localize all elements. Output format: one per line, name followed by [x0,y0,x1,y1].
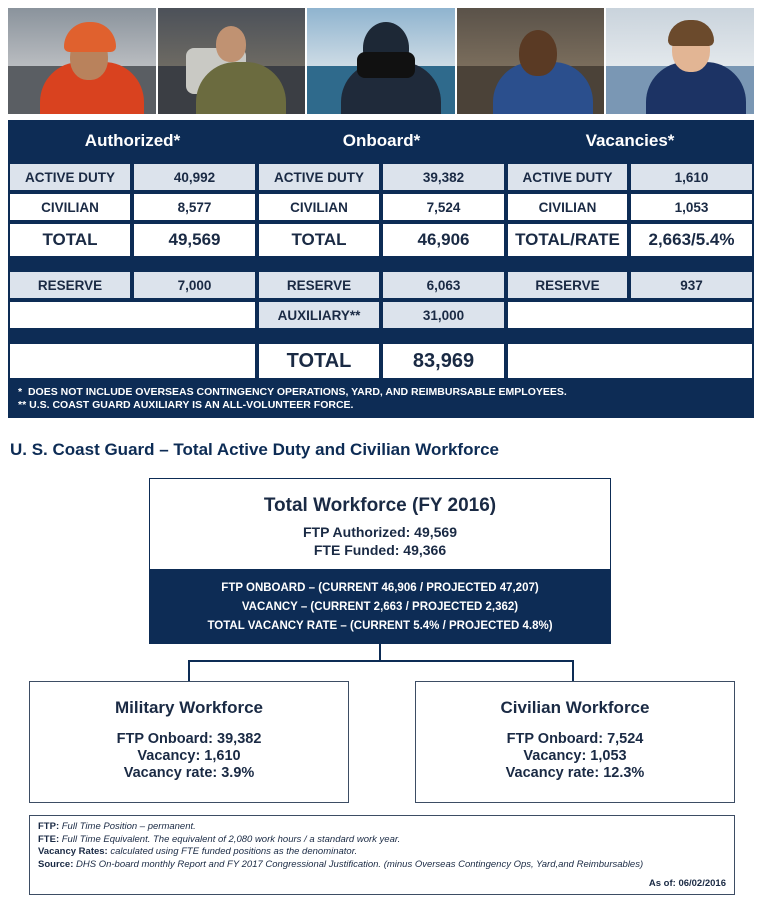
row-label: RESERVE [8,270,132,300]
row-label: ACTIVE DUTY [506,162,629,192]
footnote-source: Source: DHS On-board monthly Report and FY 2017 Congressional Justification. (minus Overseas Contingency Ops, Yard,and Reimbursables) [38,858,644,870]
table-header-row [8,120,754,162]
onboard-active-duty: 39,382 [381,162,506,192]
header-authorized: Authorized* [8,120,257,162]
note-mark: * [18,386,23,398]
row-label: TOTAL [257,342,381,380]
note-text: DOES NOT INCLUDE OVERSEAS CONTINGENCY OPERATIONS, YARD, AND REIMBURSABLE EMPLOYEES. [27,386,567,398]
band-vacancy: VACANCY – (CURRENT 2,663 / PROJECTED 2,362) [241,601,519,613]
civilian-vacancy-rate: Vacancy rate: 12.3% [505,765,645,781]
table-divider [8,330,754,342]
onboard-total: 46,906 [381,222,506,258]
note-line [18,386,744,399]
connector-vertical [379,644,381,661]
empty-cell [8,342,257,380]
row-label: CIVILIAN [257,192,381,222]
onboard-reserve: 6,063 [381,270,506,300]
workforce-table [8,120,754,418]
connector-left [188,660,190,681]
note-mark: ** [18,399,27,411]
footnote-vacancy-rates: Vacancy Rates: calculated using FTE funded positions as the denominator. [38,846,358,857]
row-label: AUXILIARY** [257,300,381,330]
military-title: Military Workforce [114,698,263,717]
row-label: CIVILIAN [506,192,629,222]
empty-cell [506,300,754,330]
table-row-grand-total [8,342,754,380]
photo-lookout-binoculars [307,8,455,114]
band-vacancy-rate: TOTAL VACANCY RATE – (CURRENT 5.4% / PROJECTED 4.8%) [207,620,553,632]
row-label: RESERVE [506,270,629,300]
grand-total-value: 83,969 [381,342,506,380]
table-row-reserve [8,270,754,300]
connector-right [572,660,574,681]
vacancies-total: 2,663/5.4% [629,222,754,258]
onboard-auxiliary: 31,000 [381,300,506,330]
total-workforce-title: Total Workforce (FY 2016) [263,495,497,516]
total-workforce-box [149,478,611,644]
header-vacancies: Vacancies* [506,120,754,162]
onboard-civilian: 7,524 [381,192,506,222]
fte-funded: FTE Funded: 49,366 [313,542,447,558]
footnote-ftp: FTP: Full Time Position – permanent. [38,821,196,832]
photo-guardsman [457,8,605,114]
empty-cell [8,300,257,330]
row-label: CIVILIAN [8,192,132,222]
military-onboard: FTP Onboard: 39,382 [116,731,262,747]
table-row-civilian [8,192,754,222]
vacancies-active-duty: 1,610 [629,162,754,192]
empty-cell [506,342,754,380]
total-workforce-band [150,569,610,643]
section-title: U. S. Coast Guard – Total Active Duty and Civilian Workforce [10,440,500,459]
footnote-fte: FTE: Full Time Equivalent. The equivalent of 2,080 work hours / a standard work year. [38,833,401,845]
row-label: ACTIVE DUTY [257,162,381,192]
ftp-authorized: FTP Authorized: 49,569 [302,524,458,540]
photo-medical-officer [606,8,754,114]
military-vacancy: Vacancy: 1,610 [137,748,241,764]
row-label: TOTAL [257,222,381,258]
note-line [18,399,744,412]
note-text: U.S. COAST GUARD AUXILIARY IS AN ALL-VOLUNTEER FORCE. [29,399,354,411]
photo-engine-room [158,8,306,114]
header-onboard: Onboard* [257,120,506,162]
military-vacancy-rate: Vacancy rate: 3.9% [123,765,255,781]
connector-horizontal [188,660,574,662]
photo-strip [8,8,754,114]
row-label: TOTAL/RATE [506,222,629,258]
as-of-date: As of: 06/02/2016 [648,877,726,889]
total-workforce-figures [150,523,610,559]
table-row-auxiliary [8,300,754,330]
military-workforce-box [29,681,349,803]
row-label: TOTAL [8,222,132,258]
table-row-active-duty [8,162,754,192]
civilian-vacancy: Vacancy: 1,053 [523,748,627,764]
civilian-figures [416,731,734,782]
military-figures [30,731,348,782]
table-row-total [8,222,754,258]
authorized-active-duty: 40,992 [132,162,257,192]
band-onboard: FTP ONBOARD – (CURRENT 46,906 / PROJECTED 47,207) [221,582,539,594]
row-label: RESERVE [257,270,381,300]
table-notes [8,380,754,418]
photo-rescue-swimmer [8,8,156,114]
vacancies-civilian: 1,053 [629,192,754,222]
authorized-reserve: 7,000 [132,270,257,300]
authorized-total: 49,569 [132,222,257,258]
civilian-onboard: FTP Onboard: 7,524 [506,731,644,747]
table-divider [8,258,754,270]
vacancies-reserve: 937 [629,270,754,300]
footnotes-box [29,815,735,895]
civilian-workforce-box [415,681,735,803]
civilian-title: Civilian Workforce [500,698,650,717]
authorized-civilian: 8,577 [132,192,257,222]
row-label: ACTIVE DUTY [8,162,132,192]
